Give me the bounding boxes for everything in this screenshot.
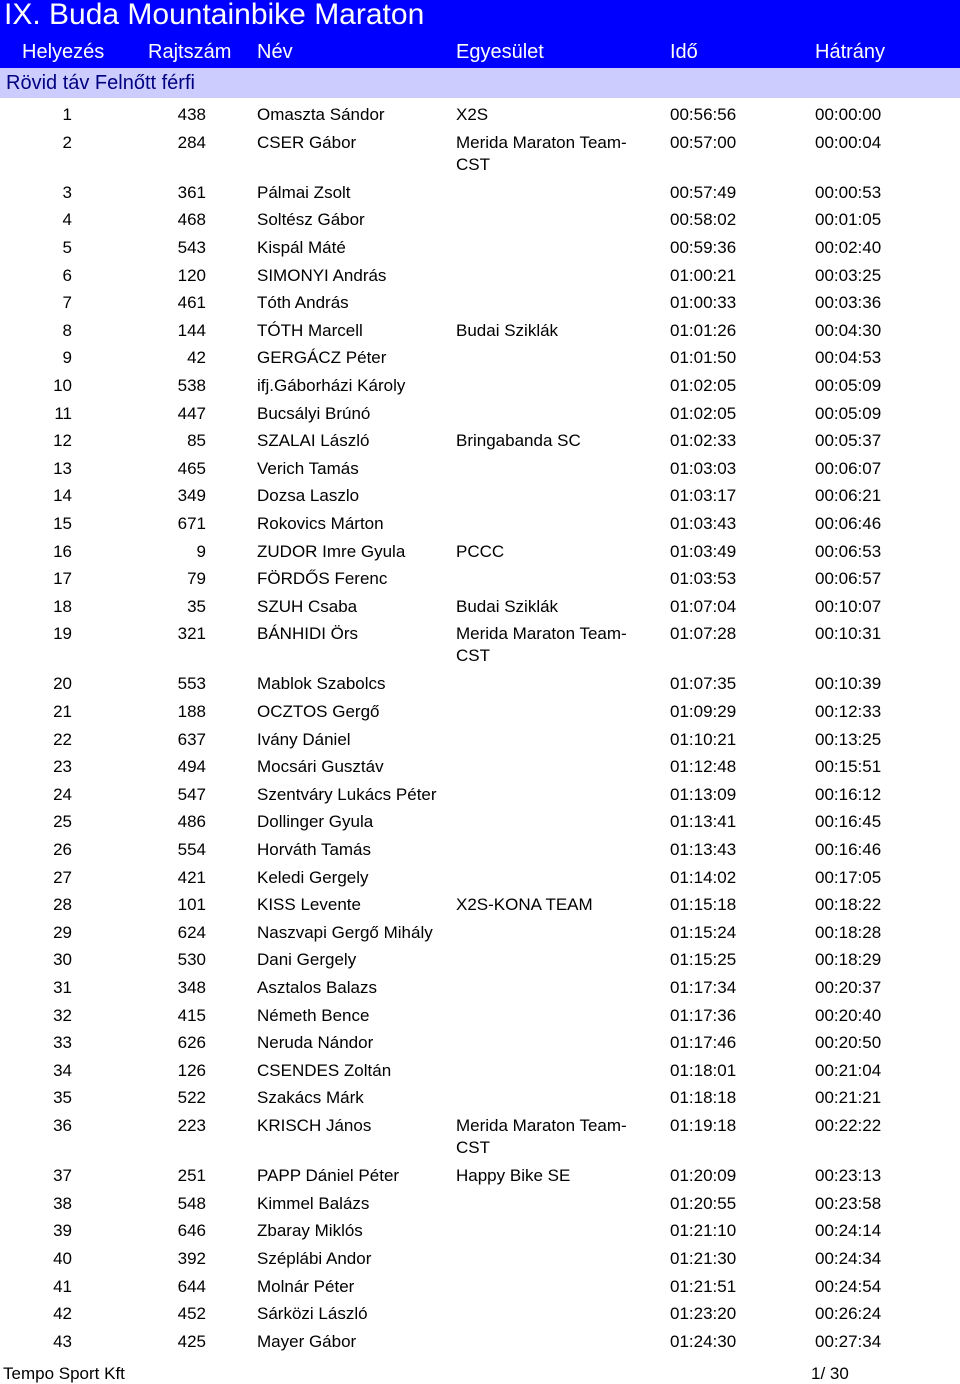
- result-gap: 00:04:53: [815, 348, 882, 368]
- result-gap: 00:10:07: [815, 596, 882, 616]
- table-row: [0, 1028, 960, 1056]
- result-name: ZUDOR Imre Gyula: [257, 541, 406, 561]
- result-gap: 00:18:28: [815, 922, 882, 942]
- result-gap: 00:10:39: [815, 674, 882, 694]
- result-gap: 00:16:12: [815, 784, 882, 804]
- result-place: 18: [53, 596, 72, 616]
- result-name: Mayer Gábor: [257, 1331, 357, 1351]
- result-gap: 00:26:24: [815, 1304, 882, 1324]
- result-name: Horváth Tamás: [257, 840, 372, 860]
- table-row: [0, 1001, 960, 1029]
- result-bib-number: 42: [187, 348, 206, 368]
- column-header-place: Helyezés: [22, 41, 105, 63]
- column-header-name: Név: [257, 41, 293, 63]
- table-row: [0, 233, 960, 261]
- result-gap: 00:24:34: [815, 1248, 882, 1268]
- result-gap: 00:22:22: [815, 1115, 882, 1135]
- table-row: [0, 371, 960, 399]
- result-name: Keledi Gergely: [257, 867, 369, 887]
- result-name: Szakács Márk: [257, 1088, 364, 1108]
- table-row: [0, 1299, 960, 1327]
- result-bib-number: 530: [177, 950, 206, 970]
- result-time: 01:18:01: [670, 1060, 737, 1080]
- result-bib-number: 671: [177, 513, 206, 533]
- result-place: 16: [53, 541, 72, 561]
- result-bib-number: 35: [187, 596, 206, 616]
- result-time: 01:02:05: [670, 375, 737, 395]
- footer-page-number: 1/ 30: [811, 1364, 849, 1383]
- result-place: 12: [53, 431, 72, 451]
- result-time: 01:17:46: [670, 1033, 737, 1053]
- result-name: SZALAI László: [257, 431, 370, 451]
- result-gap: 00:15:51: [815, 757, 882, 777]
- result-bib-number: 348: [177, 978, 206, 997]
- result-name: Bucsályi Brúnó: [257, 403, 371, 423]
- result-gap: 00:06:46: [815, 513, 882, 533]
- result-name: BÁNHIDI Örs: [257, 624, 359, 644]
- result-time: 01:00:33: [670, 293, 737, 313]
- result-time: 01:03:03: [670, 458, 737, 478]
- table-row: [0, 752, 960, 780]
- result-gap: 00:00:00: [815, 105, 882, 124]
- result-gap: 00:18:22: [815, 895, 882, 915]
- result-bib-number: 101: [177, 895, 206, 915]
- result-place: 24: [53, 784, 72, 804]
- result-gap: 00:04:30: [815, 320, 882, 340]
- result-bib-number: 548: [177, 1193, 206, 1213]
- result-time: 01:21:10: [670, 1221, 737, 1241]
- result-place: 2: [62, 132, 72, 152]
- result-time: 00:59:36: [670, 237, 737, 257]
- result-name: SIMONYI András: [257, 265, 387, 285]
- result-gap: 00:16:46: [815, 840, 882, 860]
- table-row: [0, 1216, 960, 1244]
- result-place: 23: [53, 757, 72, 777]
- result-bib-number: 361: [177, 182, 206, 202]
- result-bib-number: 461: [177, 293, 206, 313]
- table-row: [0, 1111, 960, 1161]
- column-header-row: [0, 34, 960, 68]
- results-table: [0, 100, 960, 1354]
- result-bib-number: 554: [177, 840, 206, 860]
- result-bib-number: 538: [177, 375, 206, 395]
- result-bib-number: 486: [177, 812, 206, 832]
- result-time: 01:07:35: [670, 674, 737, 694]
- result-place: 9: [62, 348, 72, 368]
- result-place: 20: [53, 674, 72, 694]
- result-name: ifj.Gáborházi Károly: [257, 375, 406, 395]
- table-row: [0, 863, 960, 891]
- result-place: 13: [53, 458, 72, 478]
- result-bib-number: 626: [177, 1033, 206, 1053]
- result-time: 01:14:02: [670, 867, 737, 887]
- result-place: 19: [53, 624, 72, 644]
- result-gap: 00:00:04: [815, 132, 882, 152]
- table-row: [0, 807, 960, 835]
- result-place: 7: [62, 293, 72, 313]
- result-name: Kimmel Balázs: [257, 1193, 370, 1213]
- result-name: Kispál Máté: [257, 237, 346, 257]
- result-time: 00:57:49: [670, 182, 737, 202]
- result-bib-number: 553: [177, 674, 206, 694]
- result-bib-number: 415: [177, 1005, 206, 1025]
- result-gap: 00:27:34: [815, 1331, 882, 1351]
- result-club: X2S: [456, 105, 489, 124]
- result-time: 00:57:00: [670, 132, 737, 152]
- result-place: 32: [53, 1005, 72, 1025]
- table-row: [0, 481, 960, 509]
- result-place: 41: [53, 1276, 72, 1296]
- result-bib-number: 9: [196, 541, 206, 561]
- result-club: Merida Maraton Team-CST: [456, 1115, 627, 1157]
- result-bib-number: 188: [177, 702, 206, 722]
- result-gap: 00:06:57: [815, 569, 882, 589]
- result-time: 01:01:26: [670, 320, 737, 340]
- result-gap: 00:24:14: [815, 1221, 882, 1241]
- result-bib-number: 447: [177, 403, 206, 423]
- result-name: Pálmai Zsolt: [257, 182, 351, 202]
- result-bib-number: 126: [177, 1060, 206, 1080]
- result-time: 01:19:18: [670, 1115, 737, 1135]
- table-row: [0, 697, 960, 725]
- table-row: [0, 564, 960, 592]
- result-gap: 00:21:04: [815, 1060, 882, 1080]
- result-place: 25: [53, 812, 72, 832]
- result-gap: 00:16:45: [815, 812, 882, 832]
- document-title-bar: [0, 0, 960, 34]
- column-header-bib: Rajtszám: [148, 41, 232, 63]
- result-club: PCCC: [456, 541, 505, 561]
- result-name: PAPP Dániel Péter: [257, 1166, 400, 1186]
- result-time: 01:15:18: [670, 895, 737, 915]
- table-row: [0, 537, 960, 565]
- table-row: [0, 619, 960, 669]
- result-name: Asztalos Balazs: [257, 978, 377, 997]
- result-time: 01:12:48: [670, 757, 737, 777]
- result-name: Rokovics Márton: [257, 513, 384, 533]
- result-time: 01:00:21: [670, 265, 737, 285]
- table-row: [0, 1056, 960, 1084]
- result-gap: 00:20:50: [815, 1033, 882, 1053]
- result-gap: 00:18:29: [815, 950, 882, 970]
- result-time: 01:07:04: [670, 596, 737, 616]
- result-name: Dani Gergely: [257, 950, 357, 970]
- result-time: 01:13:09: [670, 784, 737, 804]
- footer-organizer: Tempo Sport Kft: [3, 1364, 125, 1383]
- table-row: [0, 261, 960, 289]
- result-bib-number: 438: [177, 105, 206, 124]
- result-place: 1: [62, 105, 72, 124]
- result-bib-number: 251: [177, 1166, 206, 1186]
- table-row: [0, 725, 960, 753]
- table-row: [0, 128, 960, 178]
- result-place: 14: [53, 486, 72, 506]
- column-header-gap: Hátrány: [815, 41, 886, 63]
- result-place: 31: [53, 978, 72, 997]
- result-name: CSER Gábor: [257, 132, 357, 152]
- table-row: [0, 1083, 960, 1111]
- result-place: 3: [62, 182, 72, 202]
- result-name: Verich Tamás: [257, 458, 359, 478]
- result-bib-number: 85: [187, 431, 206, 451]
- category-header: [0, 68, 960, 98]
- table-row: [0, 316, 960, 344]
- result-place: 26: [53, 840, 72, 860]
- result-name: Tóth András: [257, 293, 349, 313]
- result-place: 39: [53, 1221, 72, 1241]
- result-bib-number: 644: [177, 1276, 206, 1296]
- result-gap: 00:00:53: [815, 182, 882, 202]
- table-row: [0, 288, 960, 316]
- result-gap: 00:21:21: [815, 1088, 882, 1108]
- table-row: [0, 918, 960, 946]
- result-time: 01:17:34: [670, 978, 737, 997]
- result-club: Merida Maraton Team-CST: [456, 624, 627, 666]
- result-time: 01:24:30: [670, 1331, 737, 1351]
- result-bib-number: 465: [177, 458, 206, 478]
- result-time: 01:03:17: [670, 486, 737, 506]
- result-gap: 00:02:40: [815, 237, 882, 257]
- table-row: [0, 973, 960, 1001]
- table-row: [0, 454, 960, 482]
- result-name: Molnár Péter: [257, 1276, 355, 1296]
- result-bib-number: 637: [177, 729, 206, 749]
- table-row: [0, 100, 960, 128]
- result-time: 00:58:02: [670, 210, 737, 230]
- result-name: KRISCH János: [257, 1115, 372, 1135]
- result-bib-number: 392: [177, 1248, 206, 1268]
- result-name: Naszvapi Gergő Mihály: [257, 922, 433, 942]
- result-gap: 00:10:31: [815, 624, 882, 644]
- result-name: Szentváry Lukács Péter: [257, 784, 437, 804]
- result-gap: 00:17:05: [815, 867, 882, 887]
- result-time: 01:21:51: [670, 1276, 737, 1296]
- result-time: 01:02:33: [670, 431, 737, 451]
- result-time: 01:09:29: [670, 702, 737, 722]
- result-gap: 00:03:25: [815, 265, 882, 285]
- result-name: Sárközi László: [257, 1304, 368, 1324]
- result-bib-number: 79: [187, 569, 206, 589]
- result-name: Neruda Nándor: [257, 1033, 374, 1053]
- column-header-time: Idő: [670, 41, 698, 63]
- result-name: FÖRDŐS Ferenc: [257, 569, 388, 589]
- result-bib-number: 624: [177, 922, 206, 942]
- result-time: 01:13:43: [670, 840, 737, 860]
- result-gap: 00:20:40: [815, 1005, 882, 1025]
- result-time: 01:01:50: [670, 348, 737, 368]
- result-gap: 00:13:25: [815, 729, 882, 749]
- result-club: Budai Sziklák: [456, 596, 559, 616]
- result-bib-number: 452: [177, 1304, 206, 1324]
- result-name: Széplábi Andor: [257, 1248, 372, 1268]
- table-row: [0, 780, 960, 808]
- result-name: OCZTOS Gergő: [257, 702, 380, 722]
- result-place: 42: [53, 1304, 72, 1324]
- table-row: [0, 945, 960, 973]
- result-place: 5: [62, 237, 72, 257]
- category-title: Rövid táv Felnőtt férfi: [6, 72, 195, 94]
- result-bib-number: 223: [177, 1115, 206, 1135]
- result-gap: 00:23:58: [815, 1193, 882, 1213]
- result-bib-number: 120: [177, 265, 206, 285]
- result-bib-number: 321: [177, 624, 206, 644]
- result-gap: 00:03:36: [815, 293, 882, 313]
- table-row: [0, 426, 960, 454]
- result-place: 10: [53, 375, 72, 395]
- table-row: [0, 1327, 960, 1355]
- result-bib-number: 425: [177, 1331, 206, 1351]
- result-bib-number: 421: [177, 867, 206, 887]
- result-time: 00:56:56: [670, 105, 737, 124]
- result-gap: 00:05:09: [815, 403, 882, 423]
- result-time: 01:20:09: [670, 1166, 737, 1186]
- result-place: 17: [53, 569, 72, 589]
- table-row: [0, 509, 960, 537]
- result-bib-number: 646: [177, 1221, 206, 1241]
- result-gap: 00:05:37: [815, 431, 882, 451]
- result-time: 01:02:05: [670, 403, 737, 423]
- table-row: [0, 1272, 960, 1300]
- result-time: 01:10:21: [670, 729, 737, 749]
- result-time: 01:23:20: [670, 1304, 737, 1324]
- result-name: Omaszta Sándor: [257, 105, 385, 124]
- result-name: Ivány Dániel: [257, 729, 351, 749]
- result-gap: 00:20:37: [815, 978, 882, 997]
- result-club: Merida Maraton Team-CST: [456, 132, 627, 174]
- result-place: 37: [53, 1166, 72, 1186]
- result-bib-number: 468: [177, 210, 206, 230]
- result-club: X2S-KONA TEAM: [456, 895, 593, 915]
- table-row: [0, 1244, 960, 1272]
- result-place: 22: [53, 729, 72, 749]
- result-name: GERGÁCZ Péter: [257, 348, 387, 368]
- result-place: 15: [53, 513, 72, 533]
- result-place: 21: [53, 702, 72, 722]
- result-time: 01:17:36: [670, 1005, 737, 1025]
- result-bib-number: 522: [177, 1088, 206, 1108]
- result-bib-number: 543: [177, 237, 206, 257]
- result-place: 43: [53, 1331, 72, 1351]
- table-row: [0, 890, 960, 918]
- result-time: 01:20:55: [670, 1193, 737, 1213]
- result-time: 01:15:25: [670, 950, 737, 970]
- result-bib-number: 284: [177, 132, 206, 152]
- result-name: Mablok Szabolcs: [257, 674, 386, 694]
- table-row: [0, 1189, 960, 1217]
- result-place: 8: [62, 320, 72, 340]
- result-place: 30: [53, 950, 72, 970]
- result-gap: 00:01:05: [815, 210, 882, 230]
- result-place: 27: [53, 867, 72, 887]
- table-row: [0, 1161, 960, 1189]
- result-name: CSENDES Zoltán: [257, 1060, 392, 1080]
- result-gap: 00:24:54: [815, 1276, 882, 1296]
- table-row: [0, 343, 960, 371]
- result-name: Soltész Gábor: [257, 210, 365, 230]
- result-club: Happy Bike SE: [456, 1166, 571, 1186]
- result-time: 01:07:28: [670, 624, 737, 644]
- result-place: 34: [53, 1060, 72, 1080]
- result-club: Budai Sziklák: [456, 320, 559, 340]
- result-place: 11: [54, 403, 72, 423]
- result-place: 36: [53, 1115, 72, 1135]
- result-bib-number: 547: [177, 784, 206, 804]
- result-time: 01:18:18: [670, 1088, 737, 1108]
- result-gap: 00:06:53: [815, 541, 882, 561]
- result-name: Mocsári Gusztáv: [257, 757, 384, 777]
- result-place: 4: [62, 210, 72, 230]
- result-name: Zbaray Miklós: [257, 1221, 363, 1241]
- result-time: 01:03:43: [670, 513, 737, 533]
- result-bib-number: 144: [177, 320, 206, 340]
- page-footer: [0, 1362, 960, 1384]
- result-gap: 00:06:07: [815, 458, 882, 478]
- result-place: 38: [53, 1193, 72, 1213]
- table-row: [0, 669, 960, 697]
- result-name: SZUH Csaba: [257, 596, 358, 616]
- result-time: 01:15:24: [670, 922, 737, 942]
- table-row: [0, 178, 960, 206]
- result-name: Dollinger Gyula: [257, 812, 374, 832]
- result-time: 01:03:53: [670, 569, 737, 589]
- result-place: 35: [53, 1088, 72, 1108]
- result-gap: 00:06:21: [815, 486, 882, 506]
- result-name: Dozsa Laszlo: [257, 486, 360, 506]
- result-place: 28: [53, 895, 72, 915]
- table-row: [0, 592, 960, 620]
- result-name: Németh Bence: [257, 1005, 370, 1025]
- result-place: 6: [62, 265, 72, 285]
- result-club: Bringabanda SC: [456, 431, 581, 451]
- table-row: [0, 835, 960, 863]
- result-bib-number: 349: [177, 486, 206, 506]
- result-time: 01:21:30: [670, 1248, 737, 1268]
- result-time: 01:03:49: [670, 541, 737, 561]
- result-name: TÓTH Marcell: [257, 320, 363, 340]
- document-title: IX. Buda Mountainbike Maraton: [4, 0, 425, 31]
- table-row: [0, 399, 960, 427]
- column-header-club: Egyesület: [456, 41, 544, 63]
- result-time: 01:13:41: [670, 812, 737, 832]
- result-place: 33: [53, 1033, 72, 1053]
- result-gap: 00:05:09: [815, 375, 882, 395]
- result-bib-number: 494: [177, 757, 206, 777]
- table-row: [0, 205, 960, 233]
- result-gap: 00:12:33: [815, 702, 882, 722]
- result-place: 29: [53, 922, 72, 942]
- result-gap: 00:23:13: [815, 1166, 882, 1186]
- result-name: KISS Levente: [257, 895, 361, 915]
- result-place: 40: [53, 1248, 72, 1268]
